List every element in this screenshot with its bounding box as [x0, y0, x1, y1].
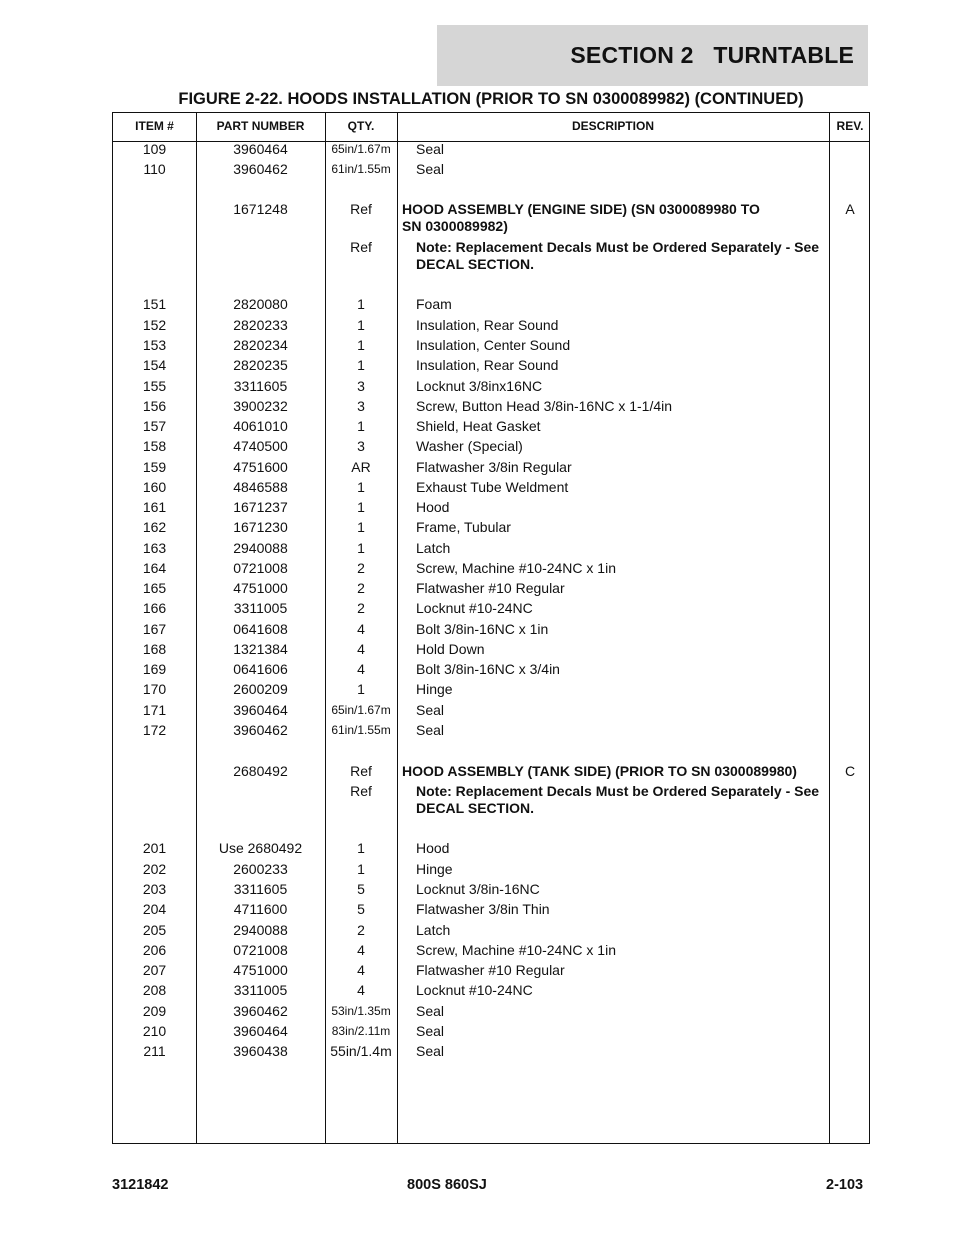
item-number: 157 [142, 418, 167, 434]
description: Seal [416, 722, 445, 738]
quantity: 1 [357, 681, 365, 697]
part-number: 3311605 [233, 881, 288, 897]
item-number: 162 [142, 519, 167, 535]
item-number: 208 [142, 982, 167, 998]
quantity: Ref [350, 239, 372, 255]
description: Flatwasher 3/8in Regular [416, 459, 572, 475]
part-number: 1671230 [233, 519, 288, 535]
quantity: 1 [357, 519, 365, 535]
footer-doc-number: 3121842 [112, 1177, 169, 1193]
part-number: 2820080 [233, 296, 288, 312]
description: Bolt 3/8in-16NC x 3/4in [416, 661, 560, 677]
part-number: 0641608 [233, 621, 288, 637]
quantity: 5 [357, 881, 365, 897]
item-number: 158 [142, 438, 167, 454]
part-number: 3960462 [233, 722, 288, 738]
footer-model: 800S 860SJ [407, 1177, 487, 1193]
part-number: 3960464 [233, 1023, 288, 1039]
part-number: 3311005 [233, 982, 288, 998]
figure-title: FIGURE 2-22. HOODS INSTALLATION (PRIOR TO SN 0300089982) (CONTINUED) [178, 90, 804, 108]
quantity: 1 [357, 418, 365, 434]
header-rev: REV. [836, 119, 864, 133]
part-number: 2940088 [233, 922, 288, 938]
quantity: 3 [357, 378, 365, 394]
description: Latch [416, 540, 451, 556]
item-number: 163 [142, 540, 167, 556]
revision: C [844, 763, 856, 779]
part-number: 0721008 [233, 560, 288, 576]
quantity: 1 [357, 840, 365, 856]
item-number: 161 [142, 499, 167, 515]
quantity: 53in/1.35m [331, 1004, 391, 1018]
part-number: Use 2680492 [218, 840, 303, 856]
item-number: 155 [142, 378, 167, 394]
item-number: 202 [142, 861, 167, 877]
quantity: 1 [357, 337, 365, 353]
quantity: 55in/1.4m [330, 1043, 392, 1059]
description: Locknut #10-24NC [416, 982, 533, 998]
description: Seal [416, 702, 445, 718]
description: Exhaust Tube Weldment [416, 479, 569, 495]
quantity: 1 [357, 540, 365, 556]
item-number: 153 [142, 337, 167, 353]
header-item: ITEM # [135, 119, 174, 133]
description: Locknut #10-24NC [416, 600, 533, 616]
part-number: 4061010 [233, 418, 288, 434]
description: Note: Replacement Decals Must be Ordered Separately - See DECAL SECTION. [416, 239, 820, 272]
footer-page-number: 2-103 [826, 1177, 864, 1193]
quantity: Ref [350, 783, 372, 799]
description: Seal [416, 141, 445, 157]
description: Foam [416, 296, 452, 312]
description: Hold Down [416, 641, 485, 657]
part-number: 3900232 [233, 398, 288, 414]
item-number: 164 [142, 560, 167, 576]
item-number: 154 [142, 357, 167, 373]
quantity: 3 [357, 438, 365, 454]
part-number: 3960464 [233, 702, 288, 718]
description: Hinge [416, 681, 453, 697]
part-number: 2820234 [233, 337, 288, 353]
quantity: Ref [350, 763, 372, 779]
part-number: 3960462 [233, 161, 288, 177]
part-number: 4711600 [233, 901, 288, 917]
item-number: 204 [142, 901, 167, 917]
header-part-number: PART NUMBER [216, 119, 305, 133]
part-number: 2940088 [233, 540, 288, 556]
quantity: 83in/2.11m [331, 1024, 391, 1038]
quantity: 4 [357, 621, 365, 637]
part-number: 3311005 [233, 600, 288, 616]
description: Screw, Machine #10-24NC x 1in [416, 560, 616, 576]
item-number: 203 [142, 881, 167, 897]
quantity: AR [351, 459, 371, 475]
quantity: 2 [357, 922, 365, 938]
part-number: 3311605 [233, 378, 288, 394]
part-number: 4846588 [233, 479, 288, 495]
description: Flatwasher #10 Regular [416, 962, 565, 978]
description: Washer (Special) [416, 438, 523, 454]
item-number: 169 [142, 661, 167, 677]
part-number: 0641606 [233, 661, 288, 677]
description: Hinge [416, 861, 453, 877]
quantity: 1 [357, 317, 365, 333]
quantity: 1 [357, 479, 365, 495]
description: HOOD ASSEMBLY (ENGINE SIDE) (SN 0300089980 TO SN 0300089982) [402, 201, 760, 234]
item-number: 159 [142, 459, 167, 475]
column-divider [829, 113, 830, 1143]
part-number: 2680492 [233, 763, 288, 779]
item-number: 207 [142, 962, 167, 978]
item-number: 209 [142, 1003, 167, 1019]
description: Insulation, Rear Sound [416, 317, 559, 333]
item-number: 211 [143, 1043, 166, 1059]
part-number: 3960438 [233, 1043, 288, 1059]
item-number: 152 [142, 317, 167, 333]
quantity: 2 [357, 580, 365, 596]
description: Bolt 3/8in-16NC x 1in [416, 621, 549, 637]
item-number: 170 [142, 681, 167, 697]
revision: A [845, 201, 855, 217]
item-number: 205 [142, 922, 167, 938]
item-number: 167 [142, 621, 167, 637]
quantity: 2 [357, 600, 365, 616]
quantity: 1 [357, 861, 365, 877]
part-number: 4751600 [233, 459, 288, 475]
description: Locknut 3/8in-16NC [416, 881, 540, 897]
part-number: 3960462 [233, 1003, 288, 1019]
quantity: 1 [357, 499, 365, 515]
item-number: 165 [142, 580, 167, 596]
description: Hood [416, 499, 450, 515]
description: Hood [416, 840, 450, 856]
item-number: 206 [142, 942, 167, 958]
table-header [113, 113, 869, 142]
quantity: 4 [357, 942, 365, 958]
part-number: 4740500 [233, 438, 288, 454]
column-divider [397, 113, 398, 1143]
description: Flatwasher 3/8in Thin [416, 901, 550, 917]
quantity: 2 [357, 560, 365, 576]
part-number: 2820235 [233, 357, 288, 373]
quantity: 5 [357, 901, 365, 917]
quantity: 4 [357, 661, 365, 677]
description: Insulation, Rear Sound [416, 357, 559, 373]
header-qty: QTY. [347, 119, 375, 133]
description: Seal [416, 1003, 445, 1019]
description: Screw, Machine #10-24NC x 1in [416, 942, 616, 958]
item-number: 156 [142, 398, 167, 414]
item-number: 109 [142, 141, 167, 157]
item-number: 201 [142, 840, 167, 856]
description: Shield, Heat Gasket [416, 418, 541, 434]
part-number: 1671248 [233, 201, 288, 217]
quantity: 1 [357, 357, 365, 373]
item-number: 210 [142, 1023, 167, 1039]
description: Seal [416, 1043, 445, 1059]
quantity: 61in/1.55m [331, 723, 391, 737]
item-number: 168 [142, 641, 167, 657]
part-number: 2600233 [233, 861, 288, 877]
description: Latch [416, 922, 451, 938]
part-number: 0721008 [233, 942, 288, 958]
description: Insulation, Center Sound [416, 337, 571, 353]
item-number: 172 [142, 722, 167, 738]
quantity: 3 [357, 398, 365, 414]
description: Seal [416, 1023, 445, 1039]
part-number: 2600209 [233, 681, 288, 697]
part-number: 1321384 [233, 641, 288, 657]
part-number: 4751000 [233, 962, 288, 978]
description: HOOD ASSEMBLY (TANK SIDE) (PRIOR TO SN 0300089980) [402, 763, 797, 779]
description: Flatwasher #10 Regular [416, 580, 565, 596]
item-number: 171 [142, 702, 167, 718]
item-number: 166 [142, 600, 167, 616]
quantity: 4 [357, 982, 365, 998]
description: Screw, Button Head 3/8in-16NC x 1-1/4in [416, 398, 673, 414]
part-number: 1671237 [233, 499, 288, 515]
description: Seal [416, 161, 445, 177]
part-number: 2820233 [233, 317, 288, 333]
parts-table [112, 112, 870, 1144]
item-number: 110 [143, 161, 166, 177]
quantity: 61in/1.55m [331, 162, 391, 176]
part-number: 3960464 [233, 141, 288, 157]
section-title: SECTION 2 TURNTABLE [570, 42, 854, 68]
description: Locknut 3/8inx16NC [416, 378, 543, 394]
description: Note: Replacement Decals Must be Ordered Separately - See DECAL SECTION. [416, 783, 820, 816]
quantity: Ref [350, 201, 372, 217]
quantity: 65in/1.67m [331, 142, 391, 156]
section-banner [437, 25, 868, 86]
quantity: 65in/1.67m [331, 703, 391, 717]
part-number: 4751000 [233, 580, 288, 596]
item-number: 151 [142, 296, 167, 312]
description: Frame, Tubular [416, 519, 511, 535]
quantity: 4 [357, 641, 365, 657]
header-description: DESCRIPTION [571, 119, 654, 133]
quantity: 4 [357, 962, 365, 978]
item-number: 160 [142, 479, 167, 495]
quantity: 1 [357, 296, 365, 312]
